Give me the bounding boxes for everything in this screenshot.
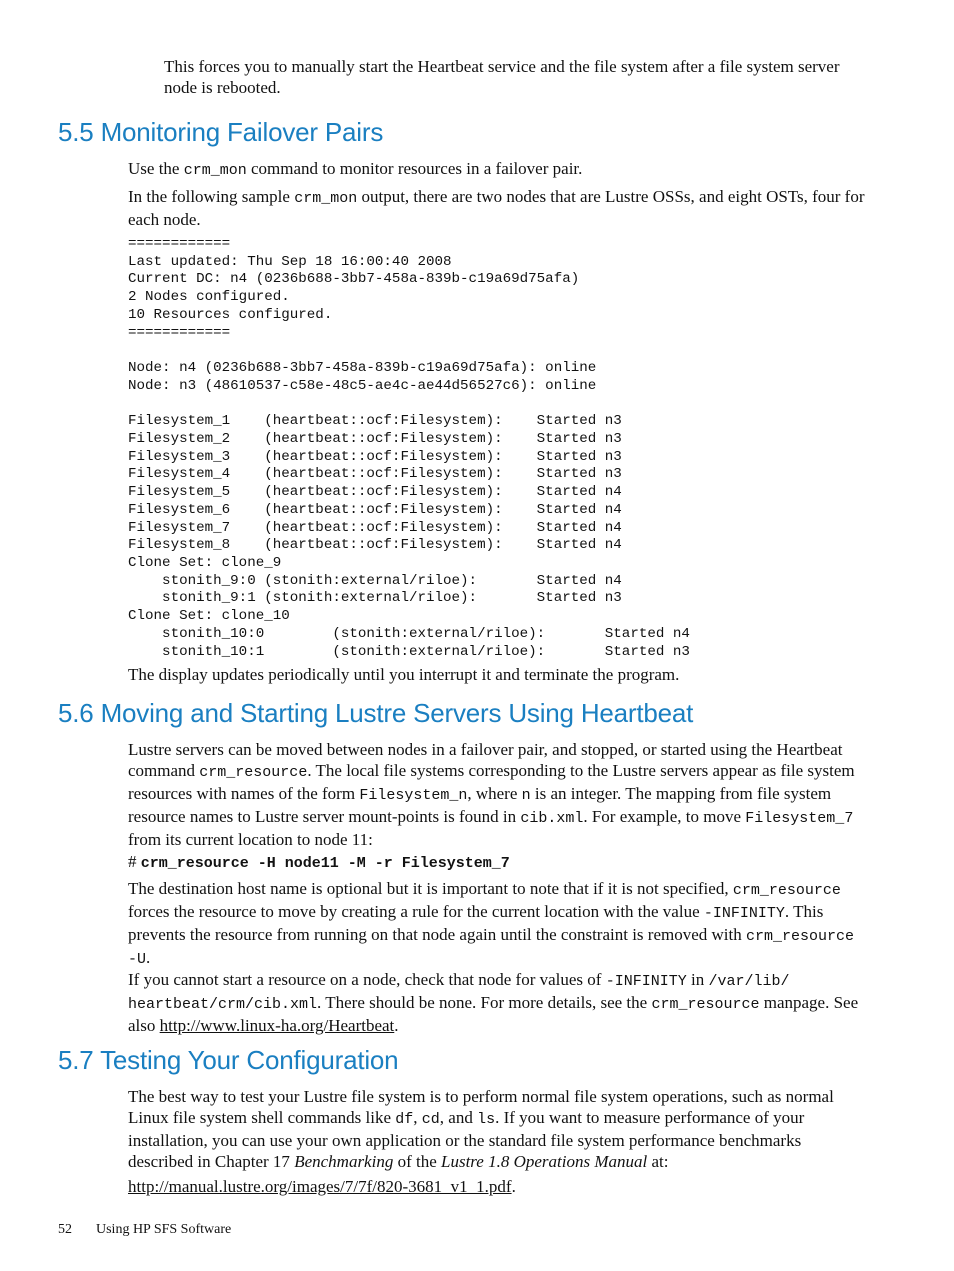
sec55-paragraph-3: The display updates periodically until you interrupt it and terminate the program. [128, 665, 680, 684]
sec56-paragraph-1: Lustre servers can be moved between nodes in a failover pair, and stopped, or started using the Heartbeat command crm_resource. The local file systems corresponding to the Lustre servers appear as file system resources with names of the form Filesystem_n, where n is an integer. The mapping from file system resource names to Lustre server mount-points is found in cib.xml. For example, to move Filesystem_7 from its current location to node 11: [128, 740, 855, 849]
intro-paragraph: This forces you to manually start the Heartbeat service and the file system after a file system server node is rebooted. [164, 57, 840, 97]
sec56-paragraph-2: The destination host name is optional but it is important to note that if it is not specified, crm_resource forces the resource to move by creating a rule for the current location with the value -INFINITY. This prevents the resource from running on that node again until the constraint is removed with crm_resource -U. [128, 879, 855, 968]
section-5-5-heading: 5.5 Monitoring Failover Pairs [58, 117, 384, 147]
move-command: # crm_resource -H node11 -M -r Filesystem_7 [128, 852, 510, 872]
heartbeat-link[interactable]: http://www.linux-ha.org/Heartbeat [159, 1016, 395, 1035]
section-5-6-heading: 5.6 Moving and Starting Lustre Servers Using Heartbeat [58, 698, 694, 728]
sec57-paragraph-1: The best way to test your Lustre file system is to perform normal file system operations, such as normal Linux file system shell commands like df, cd, and ls. If you want to measure performance of your installation, you can use your own application or the standard file system performance benchmarks described in Chapter 17 Benchmarking of the Lustre 1.8 Operations Manual at: [128, 1087, 834, 1171]
section-5-7-heading: 5.7 Testing Your Configuration [58, 1045, 399, 1075]
footer-title: Using HP SFS Software [96, 1222, 232, 1237]
crm-mon-output: ============ Last updated: Thu Sep 18 16:00:40 2008 Current DC: n4 (0236b688-3bb7-458a-839b-c19a69d75afa) 2 Nodes configured. 10 Resources configured. ============ Node: n4 (0236b688-3bb7-458a-839b-c19a69d75afa): online Node: n3 (48610537-c58e-48c5-ae4c-ae44d56527c6): online Filesystem_1 (heartbeat::ocf:Filesystem): Started n3 Filesystem_2 (heartbeat::ocf:Filesystem): Started n3 Filesystem_3 (heartbeat::ocf:Filesystem): Started n3 Filesystem_4 (heartbeat::ocf:Filesystem): Started n3 Filesystem_5 (heartbeat::ocf:Filesystem): Started n4 Filesystem_6 (heartbeat::ocf:Filesystem): Started n4 Filesystem_7 (heartbeat::ocf:Filesystem): Started n4 Filesystem_8 (heartbeat::ocf:Filesystem): Started n4 Clone Set: clone_9 stonith_9:0 (stonith:external/riloe): Started n4 stonith_9:1 (stonith:external/riloe): Started n3 Clone Set: clone_10 stonith_10:0 (stonith:external/riloe): Started n4 stonith_10:1 (stonith:external/riloe): Started n3 [128, 236, 690, 660]
lustre-manual-link[interactable]: http://manual.lustre.org/images/7/7f/820-3681_v1_1.pdf [128, 1177, 512, 1196]
sec55-paragraph-2: In the following sample crm_mon output, there are two nodes that are Lustre OSSs, and eight OSTs, four for each node. [128, 187, 865, 229]
sec55-paragraph-1: Use the crm_mon command to monitor resources in a failover pair. [128, 159, 583, 179]
sec56-paragraph-3: If you cannot start a resource on a node, check that node for values of -INFINITY in /var/lib/ heartbeat/crm/cib.xml. There should be none. For more details, see the crm_resource manpage. See also http://www.linux-ha.org/Heartbeat. [128, 970, 859, 1035]
sec57-link-paragraph: http://manual.lustre.org/images/7/7f/820-3681_v1_1.pdf. [128, 1177, 516, 1196]
page-footer [58, 1222, 231, 1238]
page-number: 52 [58, 1222, 72, 1237]
